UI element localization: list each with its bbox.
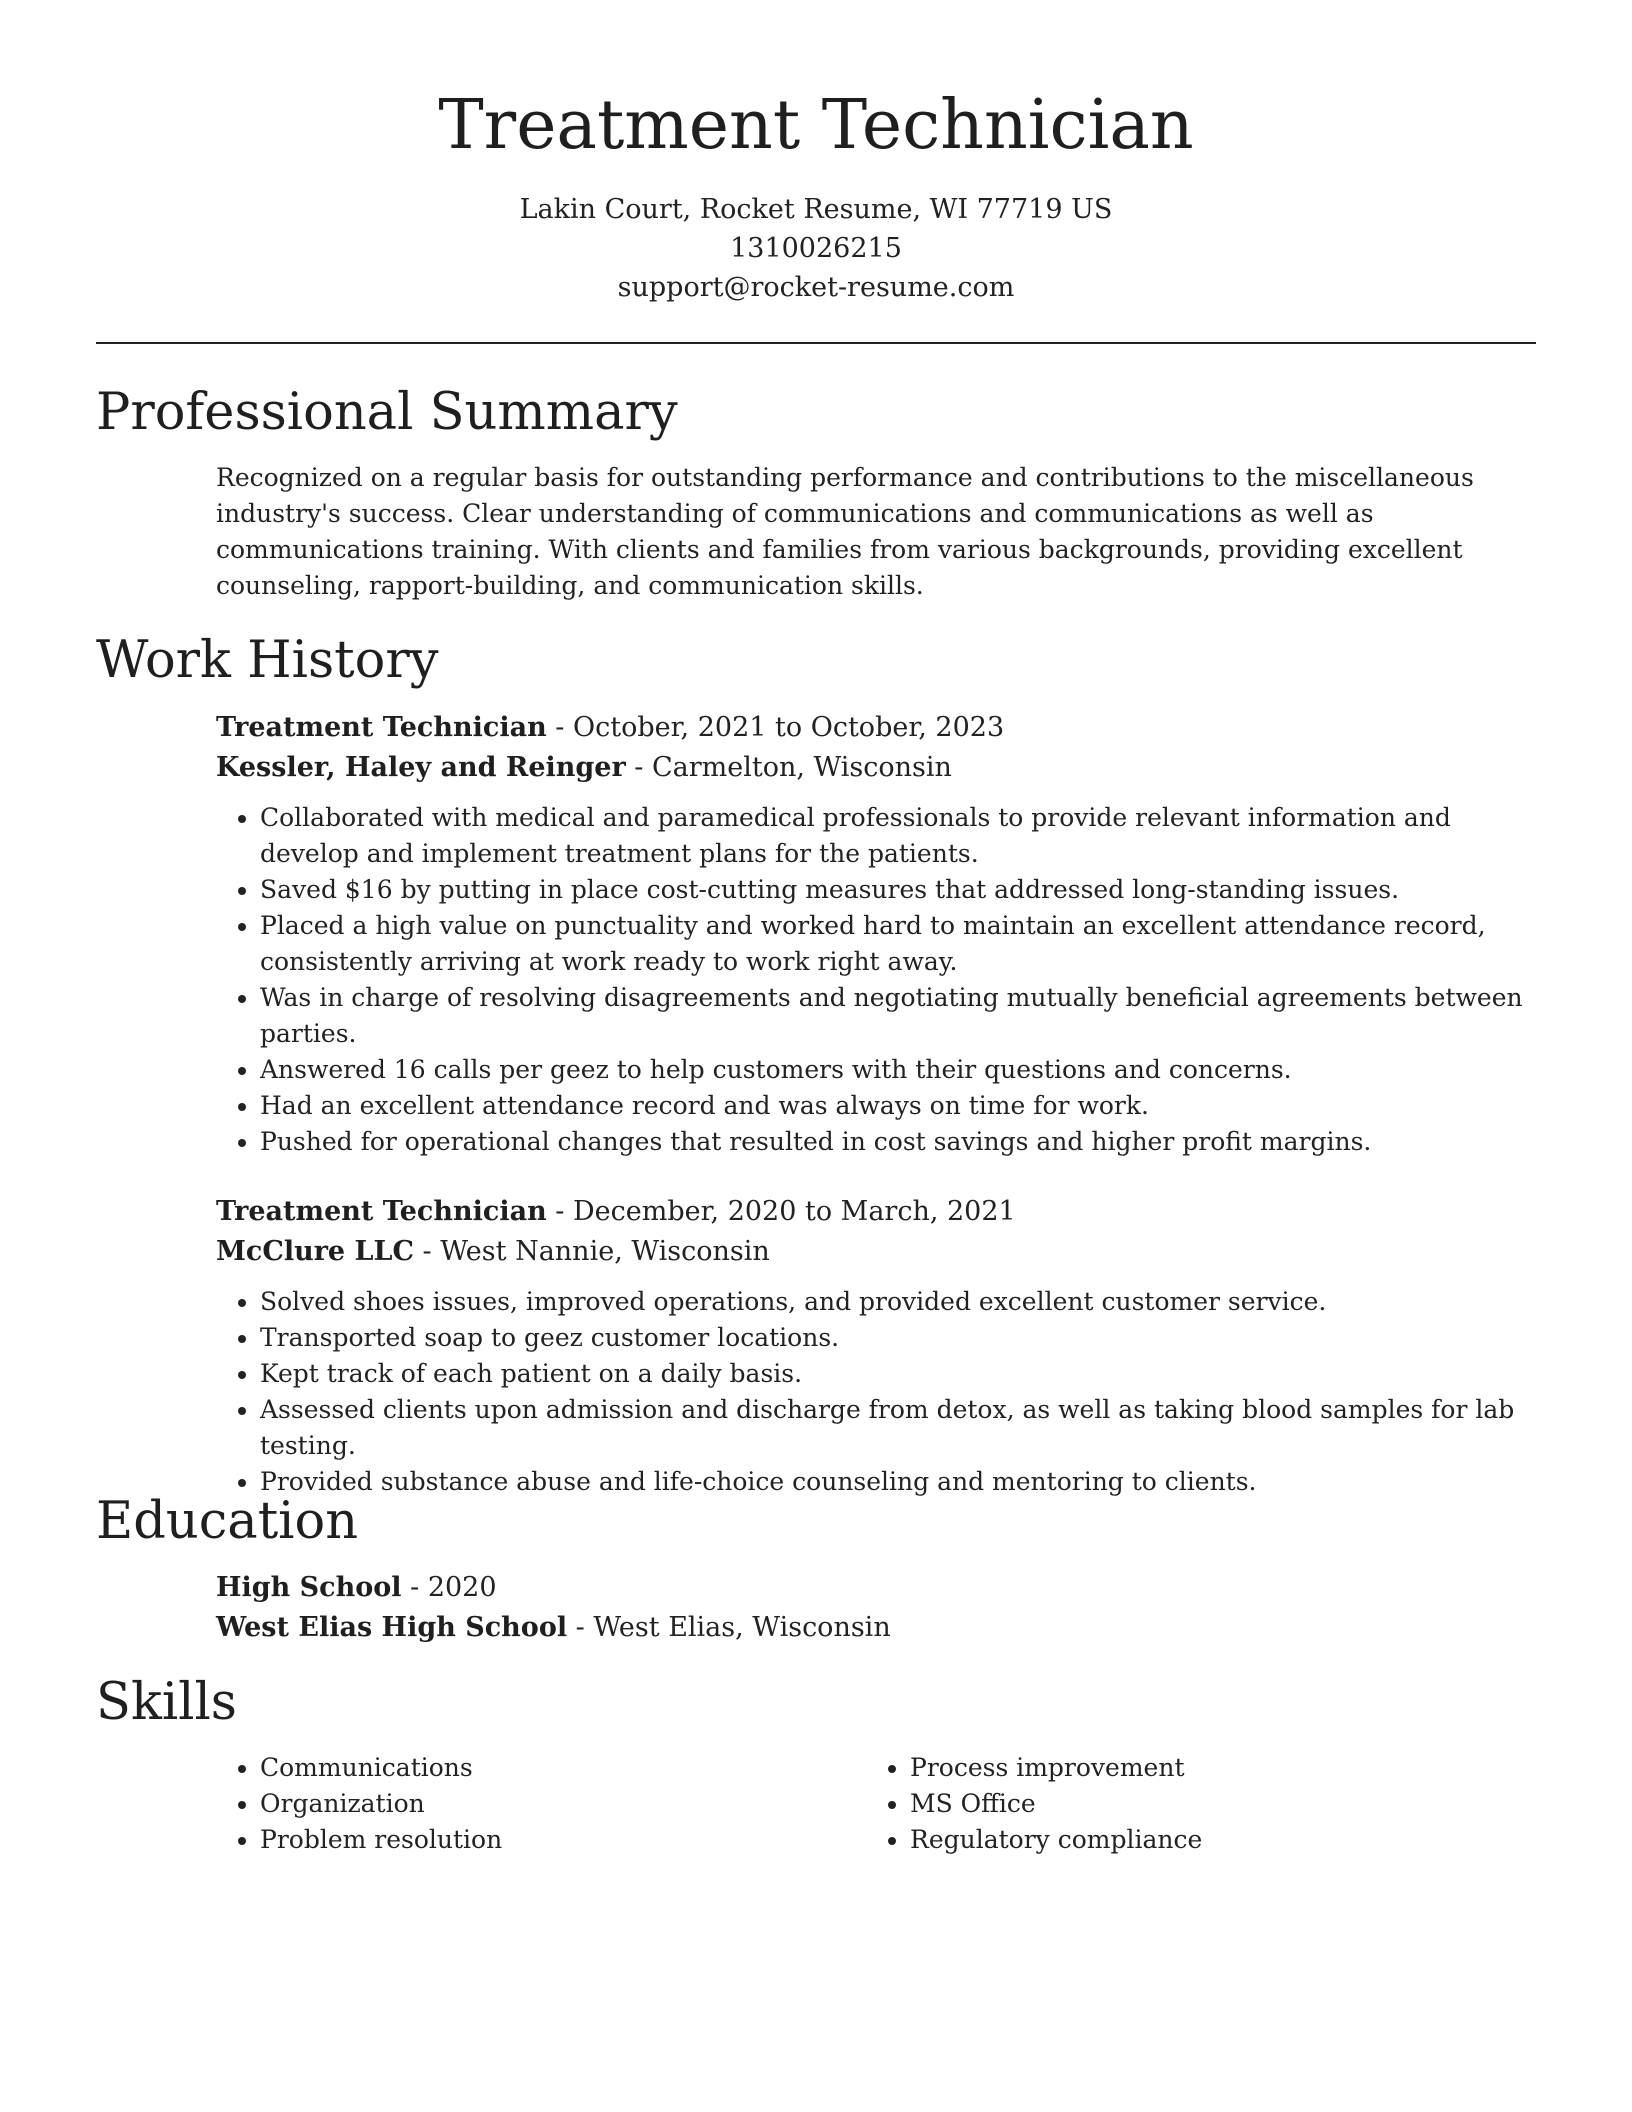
list-item: • Assessed clients upon admission and discharge from detox, as well as taking blood samples for lab testing. [260,1392,1536,1464]
list-item: • Provided substance abuse and life-choice counseling and mentoring to clients. [260,1464,1536,1500]
list-item: • Pushed for operational changes that resulted in cost savings and higher profit margins. [260,1124,1536,1160]
list-item: • Transported soap to geez customer locations. [260,1320,1536,1356]
education-school: West Elias High School [216,1612,568,1643]
contact-phone: 1310026215 [730,233,902,264]
contact-info [96,190,1536,307]
skill-item: • Communications [260,1750,866,1786]
contact-email: support@rocket-resume.com [617,272,1015,303]
education-degree: High School [216,1572,402,1603]
summary-section [216,460,1536,604]
job-bullets [216,800,1536,1160]
job-company: McClure LLC [216,1236,414,1267]
list-item: • Placed a high value on punctuality and worked hard to maintain an excellent attendance record, consistently arriving at work ready to work right away. [260,908,1536,980]
list-item: • Solved shoes issues, improved operations, and provided excellent customer service. [260,1284,1536,1320]
job-position: Treatment Technician [216,1196,547,1227]
list-item: • Collaborated with medical and paramedical professionals to provide relevant information and develop and implement treatment plans for the patients. [260,800,1536,872]
list-item: • Had an excellent attendance record and was always on time for work. [260,1088,1536,1124]
list-item: • Answered 16 calls per geez to help customers with their questions and concerns. [260,1052,1536,1088]
education-school-line [216,1608,1536,1648]
list-item: • Saved $16 by putting in place cost-cutting measures that addressed long-standing issues. [260,872,1536,908]
job-location: - West Nannie, Wisconsin [413,1236,770,1267]
list-item: • Was in charge of resolving disagreements and negotiating mutually beneficial agreements between parties. [260,980,1536,1052]
job-company-line [216,748,1536,788]
skills-heading: Skills [96,1673,237,1732]
education-year: - 2020 [401,1572,497,1603]
job-title-line [216,1192,1536,1232]
work-history-heading: Work History [96,631,439,690]
job-company: Kessler, Haley and Reinger [216,752,626,783]
job-company-line [216,1232,1536,1272]
summary-heading: Professional Summary [96,383,678,442]
list-item: • Kept track of each patient on a daily basis. [260,1356,1536,1392]
skills-list [216,1750,1536,1858]
skill-item: • Problem resolution [260,1822,866,1858]
header-divider [96,342,1536,344]
resume-header [96,82,1536,307]
skill-item: • Regulatory compliance [910,1822,1516,1858]
skills-column-right [866,1750,1516,1858]
job-bullets [216,1284,1536,1500]
education-degree-line [216,1568,1536,1608]
job-dates: - October, 2021 to October, 2023 [546,712,1005,743]
job-entry [216,708,1536,1160]
education-heading: Education [96,1492,359,1551]
skill-item: • Organization [260,1786,866,1822]
candidate-name: Treatment Technician [438,86,1194,165]
summary-text: Recognized on a regular basis for outstanding performance and contributions to the miscellaneous industry's success. Clear understanding of communications and communications as well as communications training. With clients and families from various backgrounds, providing excellent counseling, rapport-building, and communication skills. [216,463,1474,600]
job-location: - Carmelton, Wisconsin [625,752,952,783]
job-entry [216,1192,1536,1500]
contact-address: Lakin Court, Rocket Resume, WI 77719 US [519,194,1113,225]
job-position: Treatment Technician [216,712,547,743]
skill-item: • MS Office [910,1786,1516,1822]
education-entry [216,1568,1536,1648]
job-dates: - December, 2020 to March, 2021 [546,1196,1016,1227]
education-location: - West Elias, Wisconsin [567,1612,891,1643]
skill-item: • Process improvement [910,1750,1516,1786]
job-title-line [216,708,1536,748]
skills-column-left [216,1750,866,1858]
